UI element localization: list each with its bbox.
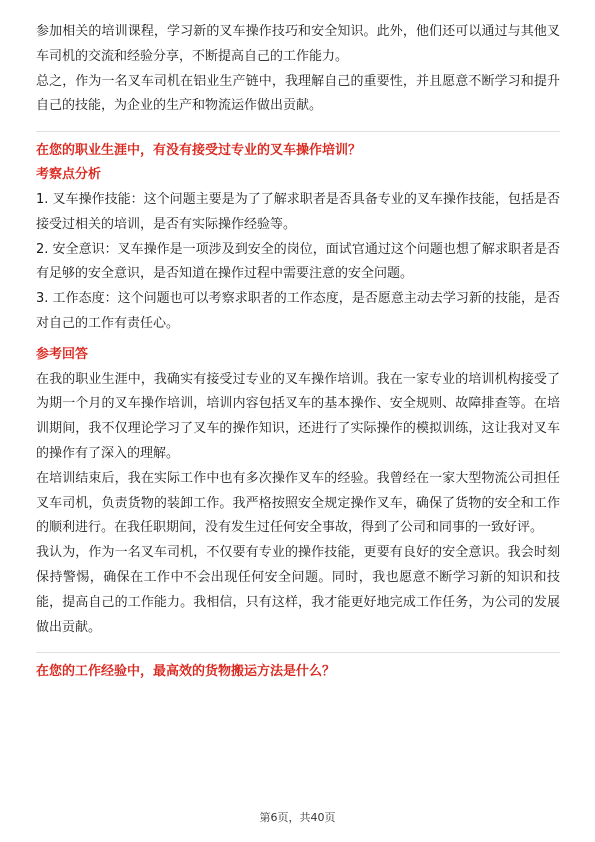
intro-paragraph: 参加相关的培训课程，学习新的叉车操作技巧和安全知识。此外，他们还可以通过与其他叉车司机的交流和经验分享，不断提高自己的工作能力。 (36, 24, 560, 64)
answer-paragraph: 在我的职业生涯中，我确实有接受过专业的叉车操作培训。我在一家专业的培训机构接受了为期一个月的叉车操作培训，培训内容包括叉车的基本操作、安全规则、故障排查等。在培训期间，我不仅理论学习了叉车的操作知识，还进行了实际操作的模拟训练，这让我对叉车的操作有了深入的理解。 (36, 371, 560, 461)
analysis-item: 3. 工作态度：这个问题也可以考察求职者的工作态度，是否愿意主动去学习新的技能，是否对自己的工作有责任心。 (36, 291, 560, 331)
question-heading: 在您的职业生涯中，有没有接受过专业的叉车操作培训？ (36, 143, 362, 159)
answer-paragraph: 在培训结束后，我在实际工作中也有多次操作叉车的经验。我曾经在一家大型物流公司担任叉车司机，负责货物的装卸工作。我严格按照安全规定操作叉车，确保了货物的安全和工作的顺利进行。在我任职期间，没有发生过任何安全事故，得到了公司和同事的一致好评。 (36, 470, 560, 536)
answer-title: 参考回答 (36, 346, 89, 362)
section-divider (36, 131, 560, 132)
question-heading: 在您的工作经验中，最高效的货物搬运方法是什么？ (36, 664, 336, 680)
page-content (36, 20, 560, 684)
analysis-item: 2. 安全意识：叉车操作是一项涉及到安全的岗位，面试官通过这个问题也想了解求职者是否有足够的安全意识，是否知道在操作过程中需要注意的安全问题。 (36, 241, 560, 282)
intro-paragraph: 总之，作为一名叉车司机在铝业生产链中，我理解自己的重要性，并且愿意不断学习和提升自己的技能，为企业的生产和物流运作做出贡献。 (36, 73, 560, 114)
page-footer: 第6页，共40页 (259, 811, 336, 824)
answer-paragraph: 我认为，作为一名叉车司机，不仅要有专业的操作技能，更要有良好的安全意识。我会时刻保持警惕，确保在工作中不会出现任何安全问题。同时，我也愿意不断学习新的知识和技能，提高自己的工作能力。我相信，只有这样，我才能更好地完成工作任务，为公司的发展做出贡献。 (36, 545, 560, 635)
analysis-item: 1. 叉车操作技能：这个问题主要是为了了解求职者是否具备专业的叉车操作技能，包括是否接受过相关的培训，是否有实际操作经验等。 (36, 191, 560, 232)
analysis-title: 考察点分析 (36, 167, 102, 183)
section-divider (36, 652, 560, 653)
